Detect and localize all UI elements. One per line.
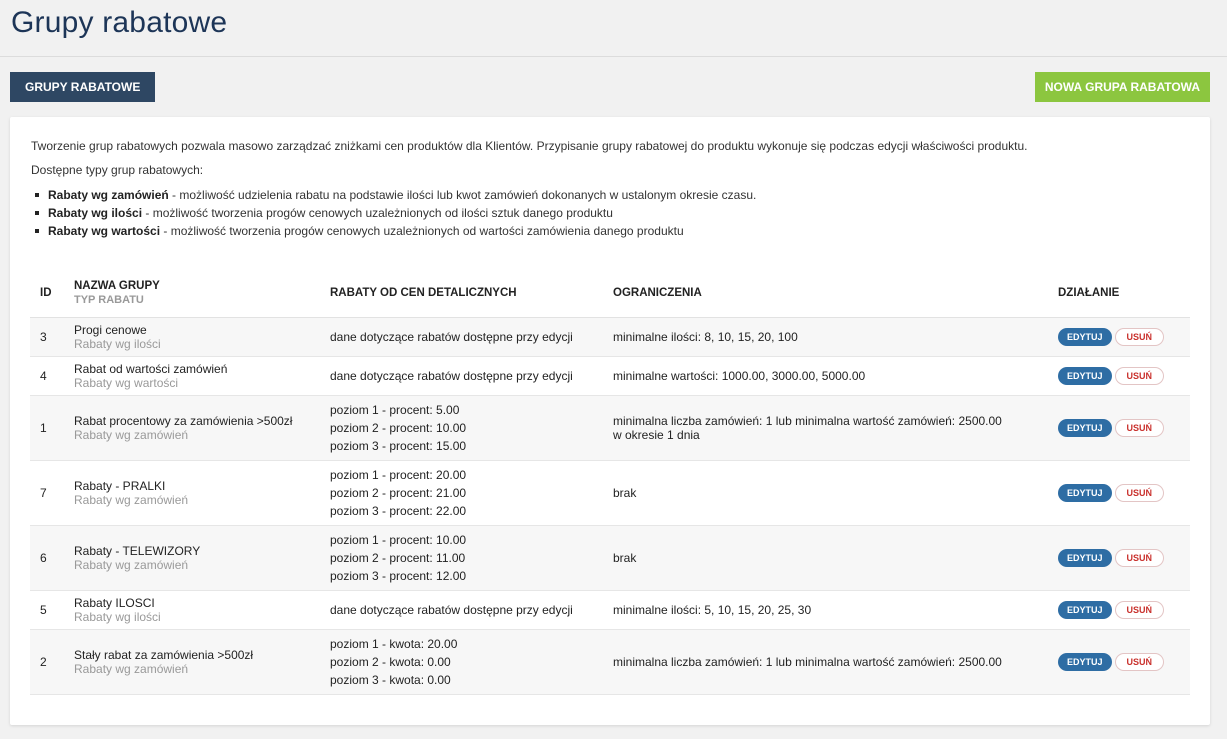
- limit-line: minimalne ilości: 8, 10, 15, 20, 100: [613, 329, 798, 344]
- group-name: Progi cenowe: [74, 322, 147, 337]
- delete-button[interactable]: USUŃ: [1115, 328, 1165, 346]
- table-row: [30, 356, 1190, 395]
- edit-button[interactable]: EDYTUJ: [1058, 328, 1112, 346]
- discount-line: poziom 3 - procent: 15.00: [330, 438, 467, 453]
- cell-actions: [1048, 590, 1190, 629]
- delete-button[interactable]: USUŃ: [1115, 367, 1165, 385]
- discount-line: poziom 2 - procent: 11.00: [330, 550, 466, 565]
- discount-line: poziom 2 - kwota: 0.00: [330, 654, 451, 669]
- limit-line: minimalne ilości: 5, 10, 15, 20, 25, 30: [613, 602, 812, 617]
- delete-button[interactable]: USUŃ: [1115, 484, 1165, 502]
- discount-groups-tab-button[interactable]: GRUPY RABATOWE: [10, 72, 155, 102]
- types-list: [31, 186, 756, 240]
- discount-line: poziom 2 - procent: 10.00: [330, 420, 467, 435]
- group-name: Rabat od wartości zamówień: [74, 361, 228, 376]
- cell-name: [64, 395, 320, 460]
- cell-discounts: [320, 317, 603, 356]
- discount-line: poziom 3 - procent: 12.00: [330, 568, 467, 583]
- types-list-item: [31, 204, 756, 222]
- discount-line: poziom 2 - procent: 21.00: [330, 485, 467, 500]
- discount-line: dane dotyczące rabatów dostępne przy edycji: [330, 329, 573, 344]
- cell-id: 3: [30, 317, 64, 356]
- delete-button[interactable]: USUŃ: [1115, 601, 1165, 619]
- discount-line: poziom 3 - kwota: 0.00: [330, 672, 451, 687]
- cell-discounts: [320, 525, 603, 590]
- group-type: Rabaty wg wartości: [74, 375, 179, 390]
- group-name: Rabaty - PRALKI: [74, 478, 166, 493]
- limit-line: brak: [613, 550, 637, 565]
- edit-button[interactable]: EDYTUJ: [1058, 484, 1112, 502]
- limit-line: brak: [613, 485, 637, 500]
- content-card: [10, 117, 1210, 725]
- delete-button[interactable]: USUŃ: [1115, 419, 1165, 437]
- type-desc: - możliwość tworzenia progów cenowych uzależnionych od wartości zamówienia danego produktu: [160, 224, 684, 238]
- header-name-label: NAZWA GRUPY: [74, 280, 160, 293]
- cell-discounts: [320, 356, 603, 395]
- types-list-item: [31, 222, 756, 240]
- cell-limits: [603, 629, 1048, 694]
- edit-button[interactable]: EDYTUJ: [1058, 419, 1112, 437]
- cell-name: [64, 629, 320, 694]
- cell-actions: [1048, 356, 1190, 395]
- cell-discounts: [320, 395, 603, 460]
- cell-name: [64, 460, 320, 525]
- page-title: Grupy rabatowe: [11, 6, 228, 39]
- edit-button[interactable]: EDYTUJ: [1058, 601, 1112, 619]
- cell-id: 5: [30, 590, 64, 629]
- discount-line: poziom 1 - procent: 20.00: [330, 467, 467, 482]
- header-type-label: TYP RABATU: [74, 294, 144, 307]
- cell-id: 6: [30, 525, 64, 590]
- type-name: Rabaty wg ilości: [48, 206, 143, 220]
- title-divider: [0, 56, 1227, 57]
- cell-actions: [1048, 525, 1190, 590]
- header-id: ID: [30, 270, 64, 317]
- table-row: [30, 460, 1190, 525]
- table-row: [30, 525, 1190, 590]
- cell-name: [64, 590, 320, 629]
- type-desc: - możliwość udzielenia rabatu na podstawie ilości lub kwot zamówień dokonanych w ustalonym okresie czasu.: [168, 188, 757, 202]
- cell-limits: [603, 395, 1048, 460]
- cell-id: 1: [30, 395, 64, 460]
- cell-discounts: [320, 460, 603, 525]
- limit-line: minimalne wartości: 1000.00, 3000.00, 5000.00: [613, 368, 866, 383]
- type-name: Rabaty wg zamówień: [48, 188, 169, 202]
- limit-line: minimalna liczba zamówień: 1 lub minimalna wartość zamówień: 2500.00: [613, 413, 1002, 428]
- discount-line: poziom 3 - procent: 22.00: [330, 503, 467, 518]
- discount-line: dane dotyczące rabatów dostępne przy edycji: [330, 368, 573, 383]
- group-type: Rabaty wg zamówień: [74, 427, 189, 442]
- cell-name: [64, 317, 320, 356]
- header-limits: OGRANICZENIA: [603, 270, 1048, 317]
- cell-actions: [1048, 629, 1190, 694]
- table-row: [30, 590, 1190, 629]
- cell-limits: [603, 460, 1048, 525]
- discount-line: poziom 1 - procent: 5.00: [330, 402, 460, 417]
- types-heading: Dostępne typy grup rabatowych:: [31, 163, 204, 177]
- cell-limits: [603, 590, 1048, 629]
- group-type: Rabaty wg ilości: [74, 609, 161, 624]
- new-discount-group-button[interactable]: NOWA GRUPA RABATOWA: [1035, 72, 1210, 102]
- cell-name: [64, 525, 320, 590]
- types-list-item: [31, 186, 756, 204]
- group-name: Rabaty ILOSCI: [74, 595, 155, 610]
- edit-button[interactable]: EDYTUJ: [1058, 653, 1112, 671]
- cell-discounts: [320, 629, 603, 694]
- cell-id: 7: [30, 460, 64, 525]
- limit-line: w okresie 1 dnia: [613, 427, 700, 442]
- edit-button[interactable]: EDYTUJ: [1058, 549, 1112, 567]
- limit-line: minimalna liczba zamówień: 1 lub minimalna wartość zamówień: 2500.00: [613, 654, 1002, 669]
- table-row: [30, 629, 1190, 694]
- intro-text: Tworzenie grup rabatowych pozwala masowo zarządzać zniżkami cen produktów dla Klientów. Przypisanie grupy rabatowej do produktu wykonuje się podczas edycji właściwości produktu.: [31, 139, 1028, 153]
- cell-actions: [1048, 395, 1190, 460]
- group-type: Rabaty wg zamówień: [74, 557, 189, 572]
- cell-limits: [603, 317, 1048, 356]
- group-name: Rabaty - TELEWIZORY: [74, 543, 201, 558]
- cell-id: 4: [30, 356, 64, 395]
- type-name: Rabaty wg wartości: [48, 224, 161, 238]
- cell-limits: [603, 525, 1048, 590]
- cell-actions: [1048, 317, 1190, 356]
- group-type: Rabaty wg ilości: [74, 336, 161, 351]
- group-type: Rabaty wg zamówień: [74, 492, 189, 507]
- header-name: [64, 270, 320, 317]
- header-discounts: RABATY OD CEN DETALICZNYCH: [320, 270, 603, 317]
- table-header-row: [30, 270, 1190, 317]
- table-row: [30, 395, 1190, 460]
- header-actions: DZIAŁANIE: [1048, 270, 1190, 317]
- discount-groups-table: [30, 270, 1190, 695]
- delete-button[interactable]: USUŃ: [1115, 653, 1165, 671]
- cell-id: 2: [30, 629, 64, 694]
- discount-line: poziom 1 - kwota: 20.00: [330, 636, 458, 651]
- edit-button[interactable]: EDYTUJ: [1058, 367, 1112, 385]
- group-name: Rabat procentowy za zamówienia >500zł: [74, 413, 293, 428]
- group-type: Rabaty wg zamówień: [74, 661, 189, 676]
- discount-line: poziom 1 - procent: 10.00: [330, 532, 467, 547]
- group-name: Stały rabat za zamówienia >500zł: [74, 647, 254, 662]
- delete-button[interactable]: USUŃ: [1115, 549, 1165, 567]
- cell-name: [64, 356, 320, 395]
- table-row: [30, 317, 1190, 356]
- discount-line: dane dotyczące rabatów dostępne przy edycji: [330, 602, 573, 617]
- cell-discounts: [320, 590, 603, 629]
- type-desc: - możliwość tworzenia progów cenowych uzależnionych od ilości sztuk danego produktu: [142, 206, 613, 220]
- cell-actions: [1048, 460, 1190, 525]
- cell-limits: [603, 356, 1048, 395]
